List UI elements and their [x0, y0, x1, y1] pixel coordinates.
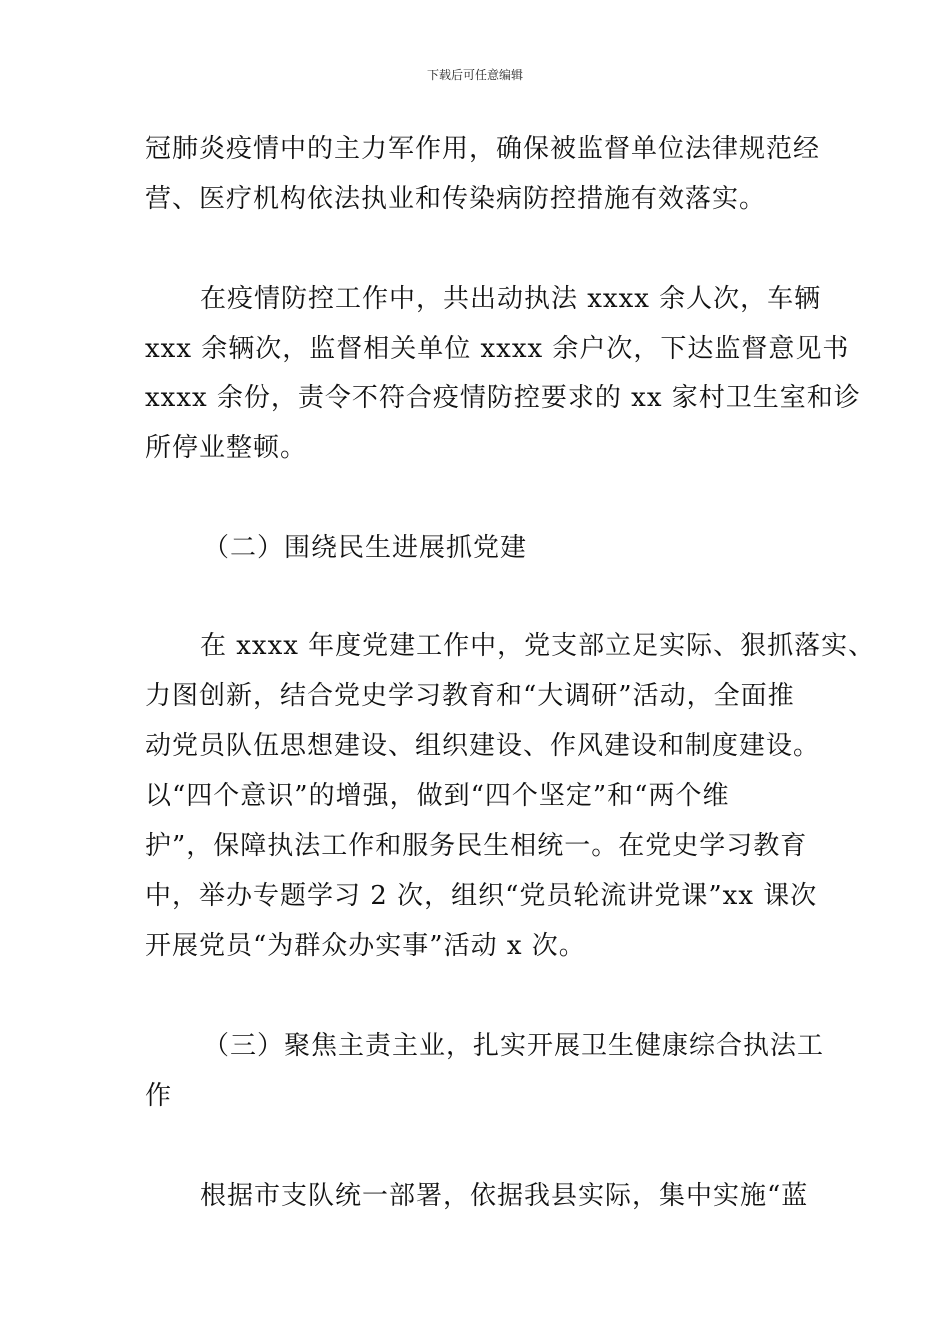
paragraph-line: 以“四个意识”的增强，做到“四个坚定”和“两个维: [145, 781, 730, 811]
paragraph-line: 所停业整顿。: [145, 433, 308, 463]
section-heading: （二）围绕民生进展抓党建: [203, 533, 528, 563]
paragraph-line: 开展党员“为群众办实事”活动 x 次。: [145, 931, 586, 961]
paragraph-line: 在疫情防控工作中，共出动执法 xxxx 余人次，车辆: [200, 284, 822, 314]
paragraph-line: 动党员队伍思想建设、组织建设、作风建设和制度建设。: [145, 731, 821, 761]
paragraph-line: 根据市支队统一部署，依据我县实际，集中实施“蓝: [200, 1181, 809, 1211]
paragraph-line: xxx 余辆次，监督相关单位 xxxx 余户次，下达监督意见书: [145, 334, 850, 364]
paragraph-line: 力图创新，结合党史学习教育和“大调研”活动，全面推: [145, 681, 795, 711]
header-note: 下载后可任意编辑: [426, 68, 523, 82]
paragraph-line: 护”，保障执法工作和服务民生相统一。在党史学习教育: [145, 831, 808, 861]
paragraph-line: 冠肺炎疫情中的主力军作用，确保被监督单位法律规范经: [145, 134, 821, 164]
paragraph-line: 营、医疗机构依法执业和传染病防控措施有效落实。: [145, 184, 767, 214]
section-heading: （三）聚焦主责主业，扎实开展卫生健康综合执法工: [203, 1031, 825, 1061]
paragraph-line: 在 xxxx 年度党建工作中，党支部立足实际、狠抓落实、: [200, 631, 876, 661]
paragraph-line: xxxx 余份，责令不符合疫情防控要求的 xx 家村卫生室和诊: [145, 383, 861, 413]
section-heading-continued: 作: [145, 1081, 173, 1111]
paragraph-line: 中，举办专题学习 2 次，组织“党员轮流讲党课”xx 课次: [145, 881, 818, 911]
